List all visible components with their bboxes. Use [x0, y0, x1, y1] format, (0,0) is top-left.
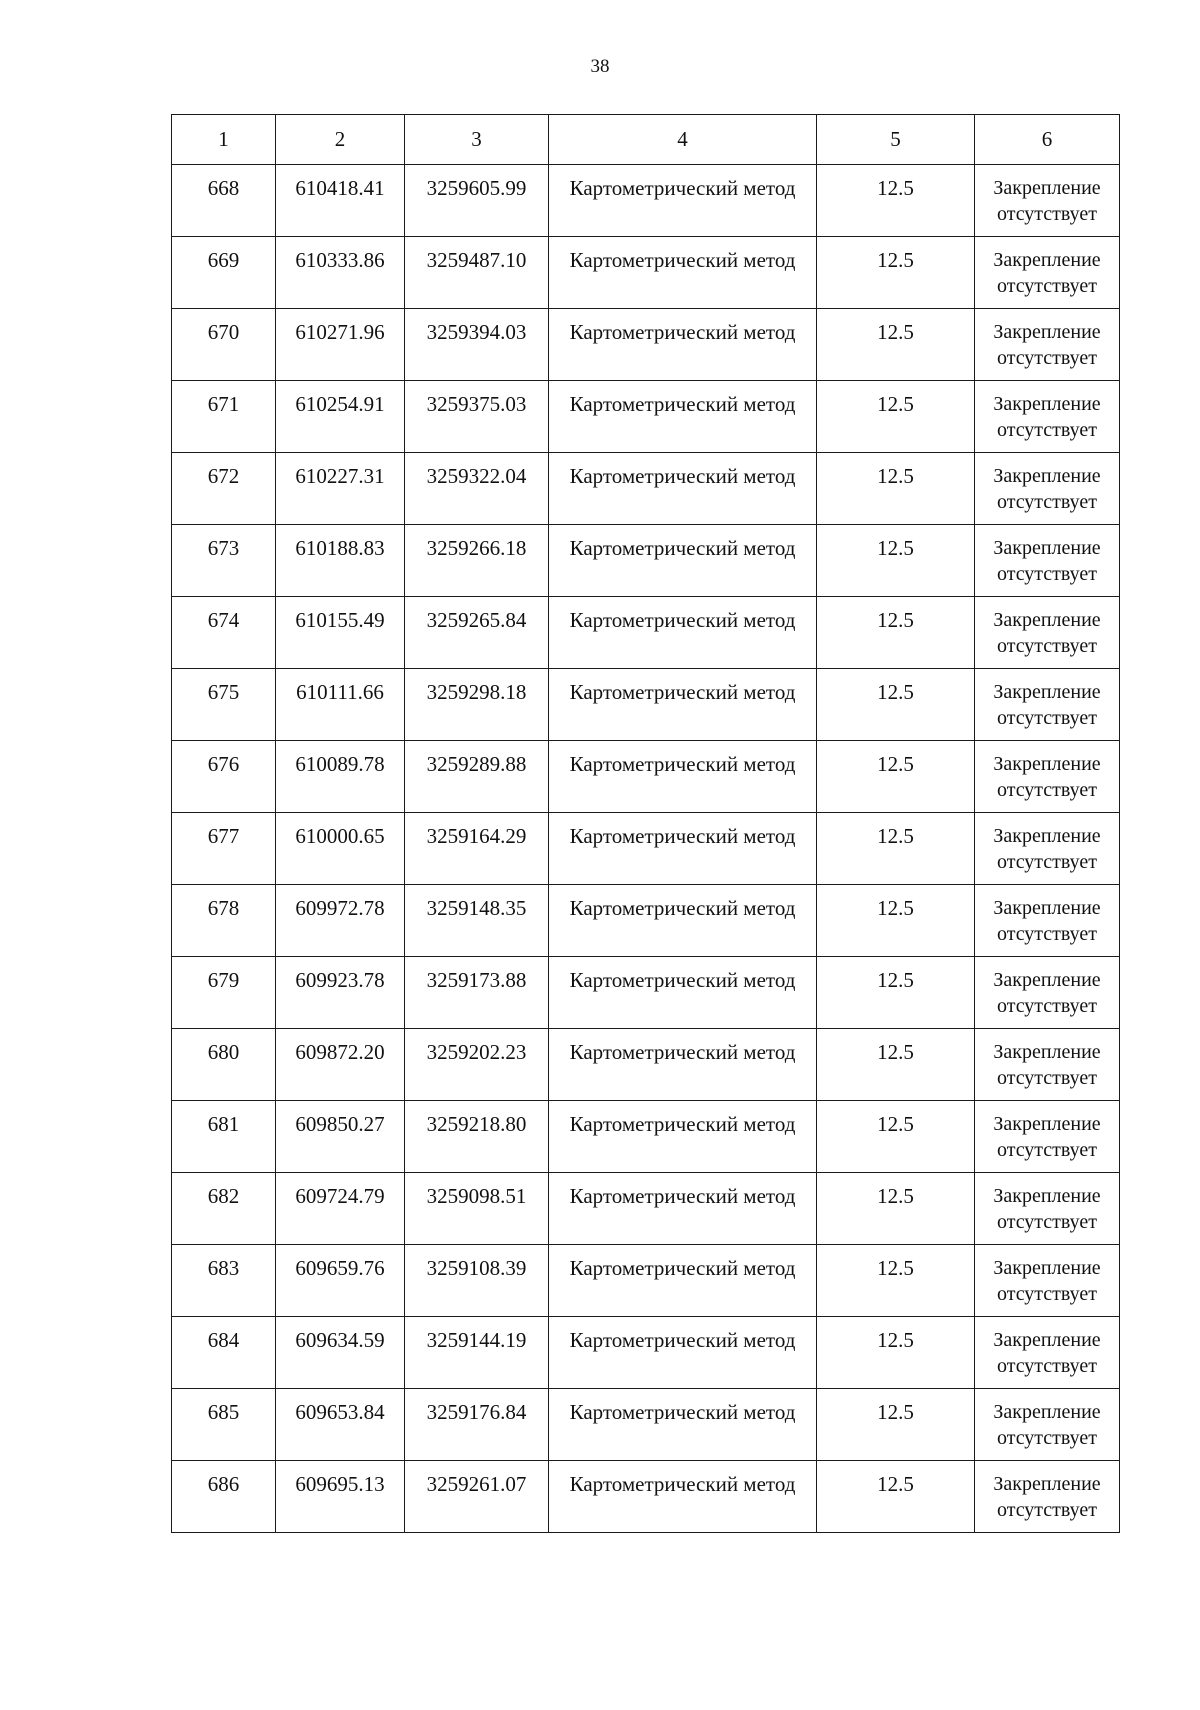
cell-y-coordinate: 3259144.19 [405, 1317, 549, 1389]
cell-fixation: Закрепление отсутствует [975, 669, 1120, 741]
cell-accuracy: 12.5 [817, 597, 975, 669]
table-row [172, 453, 1120, 525]
cell-point-number: 673 [172, 525, 276, 597]
cell-method: Картометрический метод [549, 1461, 817, 1533]
table-row [172, 525, 1120, 597]
cell-x-coordinate: 610254.91 [276, 381, 405, 453]
cell-fixation: Закрепление отсутствует [975, 1029, 1120, 1101]
cell-x-coordinate: 609850.27 [276, 1101, 405, 1173]
cell-point-number: 677 [172, 813, 276, 885]
column-header-4: 4 [549, 115, 817, 165]
cell-fixation: Закрепление отсутствует [975, 165, 1120, 237]
cell-x-coordinate: 610227.31 [276, 453, 405, 525]
table-body [172, 165, 1120, 1533]
cell-y-coordinate: 3259289.88 [405, 741, 549, 813]
cell-x-coordinate: 609872.20 [276, 1029, 405, 1101]
cell-point-number: 669 [172, 237, 276, 309]
cell-point-number: 684 [172, 1317, 276, 1389]
table-row [172, 1461, 1120, 1533]
table-header [172, 115, 1120, 165]
cell-fixation: Закрепление отсутствует [975, 1389, 1120, 1461]
cell-point-number: 679 [172, 957, 276, 1029]
cell-fixation: Закрепление отсутствует [975, 381, 1120, 453]
cell-accuracy: 12.5 [817, 1317, 975, 1389]
table-row [172, 1389, 1120, 1461]
cell-point-number: 686 [172, 1461, 276, 1533]
cell-y-coordinate: 3259394.03 [405, 309, 549, 381]
cell-method: Картометрический метод [549, 165, 817, 237]
cell-x-coordinate: 610111.66 [276, 669, 405, 741]
column-header-1: 1 [172, 115, 276, 165]
cell-fixation: Закрепление отсутствует [975, 1101, 1120, 1173]
table-row [172, 237, 1120, 309]
cell-method: Картометрический метод [549, 525, 817, 597]
column-header-6: 6 [975, 115, 1120, 165]
table-row [172, 957, 1120, 1029]
cell-x-coordinate: 610271.96 [276, 309, 405, 381]
column-header-3: 3 [405, 115, 549, 165]
table-row [172, 1101, 1120, 1173]
table-row [172, 669, 1120, 741]
cell-x-coordinate: 609659.76 [276, 1245, 405, 1317]
cell-accuracy: 12.5 [817, 1101, 975, 1173]
cell-method: Картометрический метод [549, 1173, 817, 1245]
cell-method: Картометрический метод [549, 813, 817, 885]
table-row [172, 1317, 1120, 1389]
cell-x-coordinate: 609634.59 [276, 1317, 405, 1389]
cell-method: Картометрический метод [549, 885, 817, 957]
cell-method: Картометрический метод [549, 309, 817, 381]
cell-point-number: 680 [172, 1029, 276, 1101]
cell-accuracy: 12.5 [817, 453, 975, 525]
cell-point-number: 678 [172, 885, 276, 957]
cell-y-coordinate: 3259605.99 [405, 165, 549, 237]
coordinates-table [171, 114, 1120, 1533]
cell-fixation: Закрепление отсутствует [975, 1173, 1120, 1245]
cell-accuracy: 12.5 [817, 1245, 975, 1317]
cell-fixation: Закрепление отсутствует [975, 813, 1120, 885]
table-row [172, 381, 1120, 453]
cell-fixation: Закрепление отсутствует [975, 1317, 1120, 1389]
cell-accuracy: 12.5 [817, 309, 975, 381]
header-row [172, 115, 1120, 165]
cell-y-coordinate: 3259173.88 [405, 957, 549, 1029]
cell-y-coordinate: 3259375.03 [405, 381, 549, 453]
cell-y-coordinate: 3259261.07 [405, 1461, 549, 1533]
page-number: 38 [590, 56, 610, 77]
cell-point-number: 675 [172, 669, 276, 741]
column-header-5: 5 [817, 115, 975, 165]
cell-x-coordinate: 609972.78 [276, 885, 405, 957]
cell-accuracy: 12.5 [817, 237, 975, 309]
cell-y-coordinate: 3259148.35 [405, 885, 549, 957]
cell-point-number: 681 [172, 1101, 276, 1173]
cell-method: Картометрический метод [549, 597, 817, 669]
table-row [172, 597, 1120, 669]
cell-point-number: 674 [172, 597, 276, 669]
cell-x-coordinate: 610000.65 [276, 813, 405, 885]
cell-fixation: Закрепление отсутствует [975, 309, 1120, 381]
cell-point-number: 683 [172, 1245, 276, 1317]
cell-x-coordinate: 609695.13 [276, 1461, 405, 1533]
cell-y-coordinate: 3259322.04 [405, 453, 549, 525]
cell-x-coordinate: 610418.41 [276, 165, 405, 237]
cell-x-coordinate: 610089.78 [276, 741, 405, 813]
cell-point-number: 676 [172, 741, 276, 813]
cell-fixation: Закрепление отсутствует [975, 885, 1120, 957]
cell-x-coordinate: 609923.78 [276, 957, 405, 1029]
cell-accuracy: 12.5 [817, 1173, 975, 1245]
cell-accuracy: 12.5 [817, 813, 975, 885]
table-row [172, 1245, 1120, 1317]
cell-y-coordinate: 3259487.10 [405, 237, 549, 309]
cell-method: Картометрический метод [549, 669, 817, 741]
cell-method: Картометрический метод [549, 453, 817, 525]
table-row [172, 309, 1120, 381]
table-row [172, 1029, 1120, 1101]
cell-point-number: 682 [172, 1173, 276, 1245]
cell-x-coordinate: 609653.84 [276, 1389, 405, 1461]
cell-y-coordinate: 3259218.80 [405, 1101, 549, 1173]
cell-y-coordinate: 3259176.84 [405, 1389, 549, 1461]
cell-accuracy: 12.5 [817, 741, 975, 813]
cell-accuracy: 12.5 [817, 669, 975, 741]
cell-fixation: Закрепление отсутствует [975, 453, 1120, 525]
cell-method: Картометрический метод [549, 1389, 817, 1461]
cell-accuracy: 12.5 [817, 1029, 975, 1101]
cell-accuracy: 12.5 [817, 381, 975, 453]
cell-method: Картометрический метод [549, 381, 817, 453]
table-row [172, 1173, 1120, 1245]
cell-x-coordinate: 609724.79 [276, 1173, 405, 1245]
cell-fixation: Закрепление отсутствует [975, 1461, 1120, 1533]
cell-method: Картометрический метод [549, 957, 817, 1029]
cell-y-coordinate: 3259266.18 [405, 525, 549, 597]
cell-y-coordinate: 3259202.23 [405, 1029, 549, 1101]
cell-accuracy: 12.5 [817, 1461, 975, 1533]
cell-method: Картометрический метод [549, 1245, 817, 1317]
cell-x-coordinate: 610155.49 [276, 597, 405, 669]
cell-method: Картометрический метод [549, 1317, 817, 1389]
cell-accuracy: 12.5 [817, 957, 975, 1029]
cell-x-coordinate: 610188.83 [276, 525, 405, 597]
cell-y-coordinate: 3259298.18 [405, 669, 549, 741]
cell-method: Картометрический метод [549, 1029, 817, 1101]
table-row [172, 165, 1120, 237]
cell-point-number: 670 [172, 309, 276, 381]
cell-accuracy: 12.5 [817, 885, 975, 957]
cell-point-number: 685 [172, 1389, 276, 1461]
table-row [172, 813, 1120, 885]
cell-fixation: Закрепление отсутствует [975, 741, 1120, 813]
cell-y-coordinate: 3259098.51 [405, 1173, 549, 1245]
cell-accuracy: 12.5 [817, 165, 975, 237]
cell-accuracy: 12.5 [817, 525, 975, 597]
cell-accuracy: 12.5 [817, 1389, 975, 1461]
cell-point-number: 672 [172, 453, 276, 525]
cell-fixation: Закрепление отсутствует [975, 597, 1120, 669]
cell-fixation: Закрепление отсутствует [975, 237, 1120, 309]
table-row [172, 885, 1120, 957]
cell-fixation: Закрепление отсутствует [975, 1245, 1120, 1317]
cell-fixation: Закрепление отсутствует [975, 957, 1120, 1029]
cell-fixation: Закрепление отсутствует [975, 525, 1120, 597]
column-header-2: 2 [276, 115, 405, 165]
cell-y-coordinate: 3259265.84 [405, 597, 549, 669]
cell-point-number: 668 [172, 165, 276, 237]
cell-y-coordinate: 3259164.29 [405, 813, 549, 885]
cell-y-coordinate: 3259108.39 [405, 1245, 549, 1317]
cell-method: Картометрический метод [549, 1101, 817, 1173]
table-row [172, 741, 1120, 813]
cell-point-number: 671 [172, 381, 276, 453]
cell-method: Картометрический метод [549, 741, 817, 813]
cell-x-coordinate: 610333.86 [276, 237, 405, 309]
cell-method: Картометрический метод [549, 237, 817, 309]
